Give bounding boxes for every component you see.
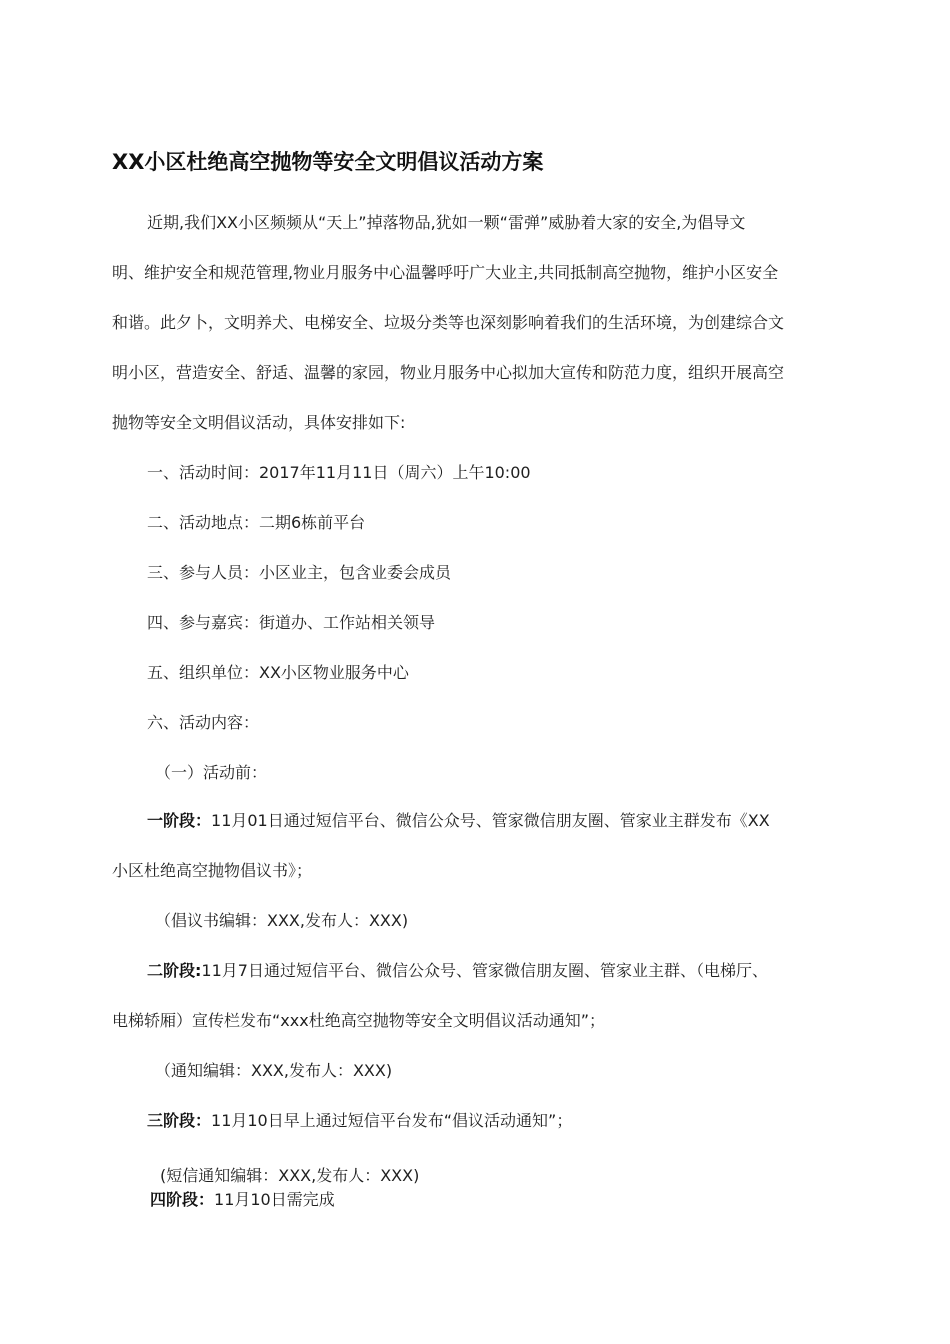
stage-2-line — [147, 960, 768, 982]
item-activity-content: 六、活动内容： — [147, 713, 260, 732]
intro-line-4: 明小区，营造安全、舒适、温馨的家园，物业月服务中心拟加大宣传和防范力度，组织开展高空 — [112, 363, 785, 382]
stage-4-label: 四阶段： — [150, 1190, 215, 1209]
stage-1-continuation: 小区杜绝高空抛物倡议书》； — [112, 861, 313, 880]
intro-line-3: 和谐。此夕卜，文明养犬、电梯安全、垃圾分类等也深刻影响着我们的生活环境，为创建综合文 — [112, 313, 785, 332]
stage-2-note: （通知编辑：XXX,发布人：XXX) — [155, 1061, 393, 1080]
stage-2-label: 二阶段: — [147, 961, 202, 980]
stage-1-label: 一阶段： — [147, 811, 212, 830]
stage-3-text: 11月10日早上通过短信平台发布“倡议活动通知”； — [211, 1111, 573, 1130]
stage-3-note: (短信通知编辑：XXX,发布人：XXX) — [160, 1166, 420, 1185]
item-guests: 四、参与嘉宾：街道办、工作站相关领导 — [147, 613, 436, 632]
stage-2-continuation: 电梯轿厢）宣传栏发布“xxx杜绝高空抛物等安全文明倡议活动通知”； — [112, 1011, 605, 1030]
intro-line-1: 近期,我们XX小区频频从“天上”掉落物品,犹如一颗“雷弹”威胁着大家的安全,为倡导文 — [147, 213, 746, 232]
stage-1-note: （倡议书编辑：XXX,发布人：XXX) — [155, 911, 409, 930]
stage-3-line — [147, 1110, 572, 1132]
intro-line-2: 明、维护安全和规范管理,物业月服务中心温馨呼吁广大业主,共同抵制高空抛物，维护小区安全 — [112, 263, 779, 282]
stage-4-text: 11月10日需完成 — [214, 1190, 335, 1209]
item-organizer: 五、组织单位：XX小区物业服务中心 — [147, 663, 409, 682]
section-before-heading: （一）活动前： — [155, 763, 268, 782]
document-title: XX小区杜绝高空抛物等安全文明倡议活动方案 — [112, 150, 544, 174]
intro-line-5: 抛物等安全文明倡议活动，具体安排如下: — [112, 413, 406, 432]
stage-3-label: 三阶段： — [147, 1111, 212, 1130]
stage-1-line — [147, 810, 770, 832]
item-activity-time: 一、活动时间：2017年11月11日（周六）上午10:00 — [147, 463, 531, 482]
item-participants: 三、参与人员：小区业主，包含业委会成员 — [147, 563, 452, 582]
item-activity-place: 二、活动地点：二期6栋前平台 — [147, 513, 366, 532]
stage-1-text: 11月01日通过短信平台、微信公众号、管家微信朋友圈、管家业主群发布《XX — [211, 811, 770, 830]
stage-2-text: 11月7日通过短信平台、微信公众号、管家微信朋友圈、管家业主群、（电梯厅、 — [201, 961, 768, 980]
stage-4-line — [150, 1189, 335, 1211]
